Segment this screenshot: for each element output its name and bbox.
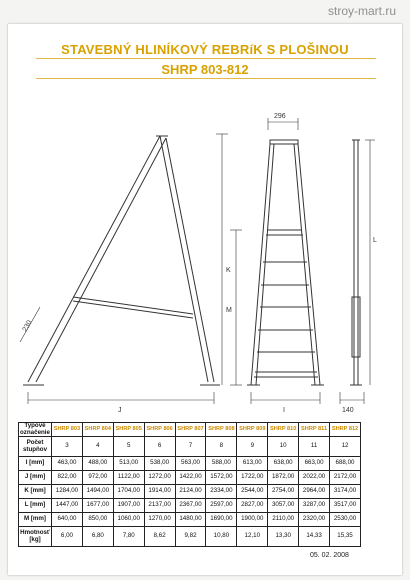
dimension-K: K — [226, 267, 231, 274]
model-cell: SHRP 807 — [175, 423, 206, 437]
value-cell: 1722,00 — [237, 471, 268, 485]
steps-cell: 10 — [268, 437, 299, 457]
value-cell: 1122,00 — [113, 471, 144, 485]
value-cell: 538,00 — [144, 457, 175, 471]
value-cell: 2530,00 — [330, 513, 361, 527]
model-cell: SHRP 805 — [113, 423, 144, 437]
table-row — [19, 485, 361, 499]
dimension-M: M — [226, 307, 232, 314]
value-cell: 563,00 — [175, 457, 206, 471]
model-cell: SHRP 806 — [144, 423, 175, 437]
value-cell: 513,00 — [113, 457, 144, 471]
steps-cell: 6 — [144, 437, 175, 457]
value-cell: 463,00 — [52, 457, 83, 471]
value-cell: 1480,00 — [175, 513, 206, 527]
table-row — [19, 437, 361, 457]
value-cell: 2334,00 — [206, 485, 237, 499]
row-label: Hmotnosť [kg] — [19, 527, 52, 547]
table-row — [19, 423, 361, 437]
steps-cell: 11 — [299, 437, 330, 457]
model-cell: SHRP 810 — [268, 423, 299, 437]
steps-cell: 4 — [82, 437, 113, 457]
value-cell: 1677,00 — [82, 499, 113, 513]
value-cell: 1494,00 — [82, 485, 113, 499]
model-cell: SHRP 809 — [237, 423, 268, 437]
side-view — [20, 134, 228, 404]
dimension-230: 230 — [21, 319, 34, 333]
site-watermark: stroy-mart.ru — [327, 4, 396, 18]
value-cell: 3057,00 — [268, 499, 299, 513]
value-cell: 488,00 — [82, 457, 113, 471]
row-label: Typové označenie — [20, 422, 50, 436]
value-cell: 2172,00 — [330, 471, 361, 485]
model-cell: SHRP 812 — [330, 423, 361, 437]
table-row — [19, 513, 361, 527]
row-label: K [mm] — [19, 485, 52, 499]
weight-cell: 9,82 — [175, 527, 206, 547]
value-cell: 1284,00 — [52, 485, 83, 499]
value-cell: 1572,00 — [206, 471, 237, 485]
value-cell: 2367,00 — [175, 499, 206, 513]
table-row — [19, 457, 361, 471]
dimension-L: L — [373, 237, 377, 244]
value-cell: 1690,00 — [206, 513, 237, 527]
document-title: STAVEBNÝ HLINÍKOVÝ REBRíK S PLOŠINOU — [61, 42, 349, 57]
value-cell: 1872,00 — [268, 471, 299, 485]
table-row — [19, 527, 361, 547]
value-cell: 2137,00 — [144, 499, 175, 513]
value-cell: 1270,00 — [144, 513, 175, 527]
value-cell: 2827,00 — [237, 499, 268, 513]
weight-cell: 8,62 — [144, 527, 175, 547]
ladder-technical-drawing — [8, 82, 402, 422]
value-cell: 1060,00 — [113, 513, 144, 527]
row-label: Počet stupňov — [19, 437, 52, 457]
value-cell: 972,00 — [82, 471, 113, 485]
value-cell: 640,00 — [52, 513, 83, 527]
value-cell: 1900,00 — [237, 513, 268, 527]
value-cell: 2110,00 — [268, 513, 299, 527]
value-cell: 588,00 — [206, 457, 237, 471]
weight-cell: 10,80 — [206, 527, 237, 547]
steps-cell: 9 — [237, 437, 268, 457]
steps-cell: 7 — [175, 437, 206, 457]
datasheet-page — [8, 24, 402, 575]
title-underline — [36, 58, 376, 59]
value-cell: 2964,00 — [299, 485, 330, 499]
value-cell: 1914,00 — [144, 485, 175, 499]
value-cell: 2022,00 — [299, 471, 330, 485]
model-cell: SHRP 804 — [82, 423, 113, 437]
subtitle-underline — [36, 78, 376, 79]
weight-cell: 7,80 — [113, 527, 144, 547]
model-cell: SHRP 811 — [299, 423, 330, 437]
value-cell: 2124,00 — [175, 485, 206, 499]
value-cell: 3287,00 — [299, 499, 330, 513]
row-label: M [mm] — [19, 513, 52, 527]
weight-cell: 14,33 — [299, 527, 330, 547]
value-cell: 613,00 — [237, 457, 268, 471]
dimension-140: 140 — [342, 407, 354, 414]
steps-cell: 5 — [113, 437, 144, 457]
weight-cell: 12,10 — [237, 527, 268, 547]
document-subtitle: SHRP 803-812 — [161, 62, 249, 77]
dimension-296: 296 — [274, 113, 286, 120]
value-cell: 822,00 — [52, 471, 83, 485]
model-cell: SHRP 808 — [206, 423, 237, 437]
value-cell: 2320,00 — [299, 513, 330, 527]
value-cell: 2544,00 — [237, 485, 268, 499]
value-cell: 1272,00 — [144, 471, 175, 485]
steps-cell: 3 — [52, 437, 83, 457]
dimension-J: J — [118, 407, 122, 414]
profile-view — [340, 140, 375, 404]
specification-table — [18, 422, 361, 547]
value-cell: 2754,00 — [268, 485, 299, 499]
value-cell: 3174,00 — [330, 485, 361, 499]
value-cell: 1907,00 — [113, 499, 144, 513]
value-cell: 1422,00 — [175, 471, 206, 485]
weight-cell: 6,80 — [82, 527, 113, 547]
document-date: 05. 02. 2008 — [310, 552, 349, 559]
dimension-I: I — [283, 407, 285, 414]
value-cell: 1704,00 — [113, 485, 144, 499]
row-label: I [mm] — [19, 457, 52, 471]
weight-cell: 6,00 — [52, 527, 83, 547]
value-cell: 638,00 — [268, 457, 299, 471]
front-view — [230, 118, 324, 404]
value-cell: 3517,00 — [330, 499, 361, 513]
weight-cell: 15,35 — [330, 527, 361, 547]
model-cell: SHRP 803 — [52, 423, 83, 437]
steps-cell: 12 — [330, 437, 361, 457]
value-cell: 1447,00 — [52, 499, 83, 513]
value-cell: 850,00 — [82, 513, 113, 527]
weight-cell: 13,30 — [268, 527, 299, 547]
value-cell: 663,00 — [299, 457, 330, 471]
value-cell: 2597,00 — [206, 499, 237, 513]
row-label: L [mm] — [19, 499, 52, 513]
steps-cell: 8 — [206, 437, 237, 457]
table-row — [19, 471, 361, 485]
table-row — [19, 499, 361, 513]
row-label: J [mm] — [19, 471, 52, 485]
value-cell: 688,00 — [330, 457, 361, 471]
